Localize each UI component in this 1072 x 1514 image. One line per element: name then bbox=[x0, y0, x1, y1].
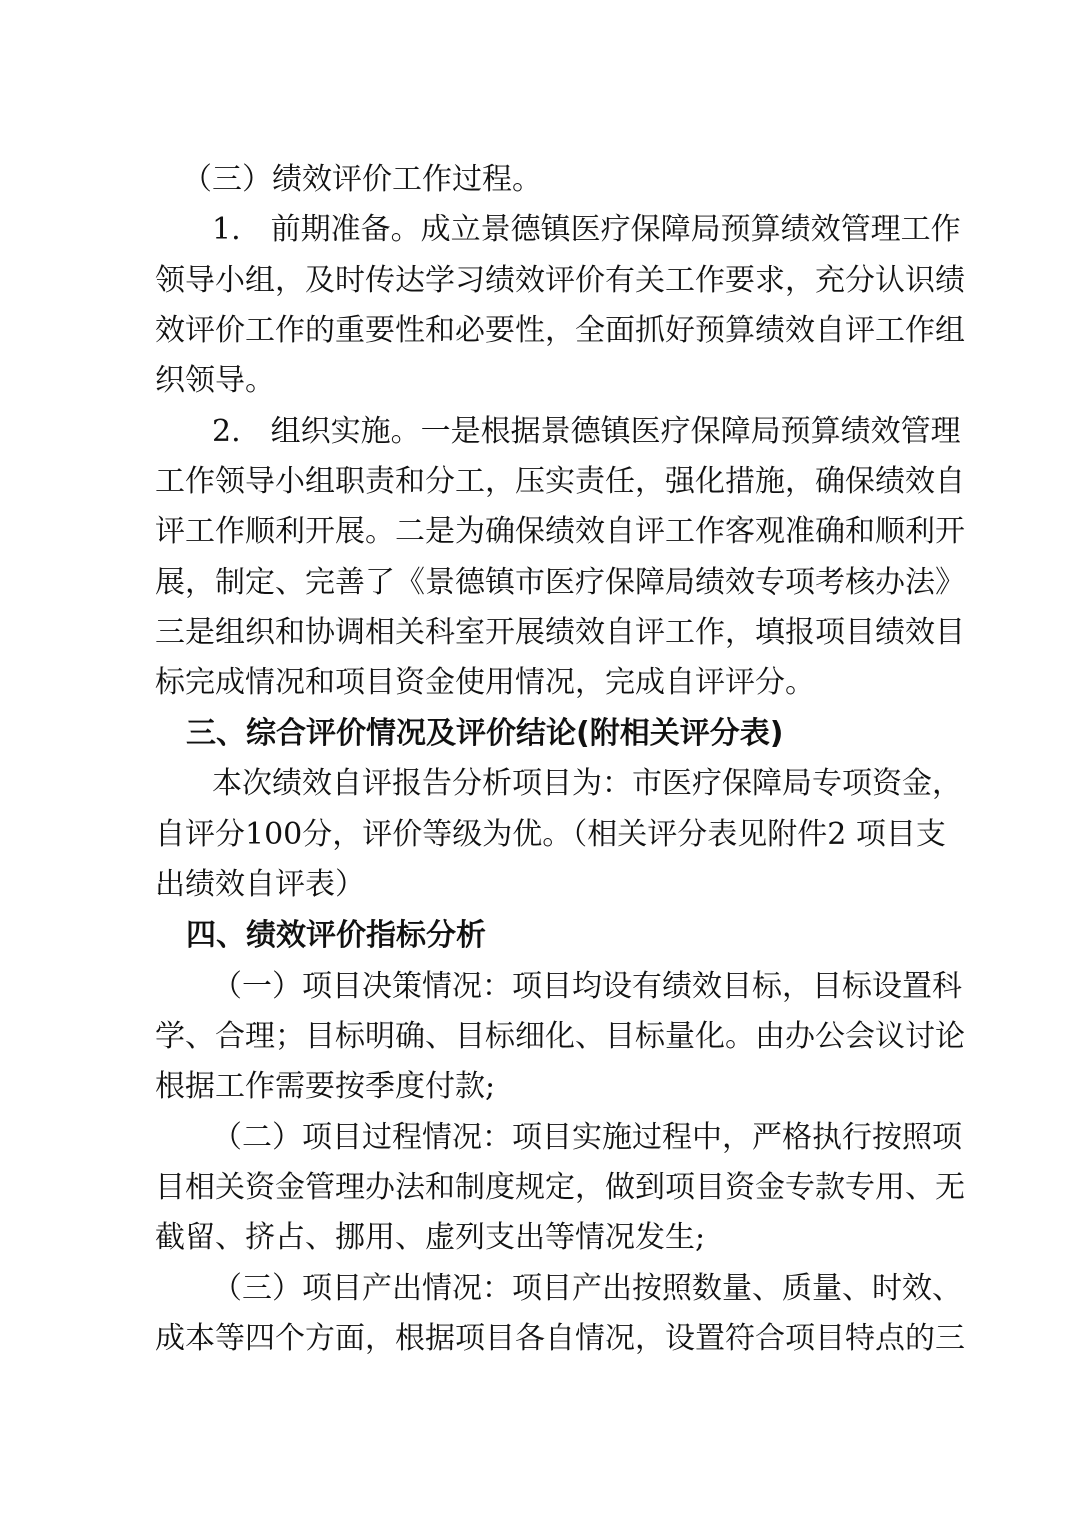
paragraph-line: 本次绩效自评报告分析项目为：市医疗保障局专项资金， bbox=[212, 766, 962, 801]
paragraph-line: 工作领导小组职责和分工，压实责任，强化措施，确保绩效自 bbox=[155, 464, 965, 499]
paragraph-line: 学、合理；目标明确、目标细化、目标量化。由办公会议讨论 bbox=[155, 1019, 965, 1054]
paragraph-line: 标完成情况和项目资金使用情况，完成自评评分。 bbox=[155, 665, 815, 700]
paragraph-line: 展，制定、完善了《景德镇市医疗保障局绩效专项考核办法》 bbox=[155, 565, 965, 600]
paragraph-line: 领导小组，及时传达学习绩效评价有关工作要求，充分认识绩 bbox=[155, 263, 965, 298]
paragraph-line: 效评价工作的重要性和必要性，全面抓好预算绩效自评工作组 bbox=[155, 313, 965, 348]
paragraph-line: 目相关资金管理办法和制度规定，做到项目资金专款专用、无 bbox=[155, 1170, 965, 1205]
paragraph-line: 自评分100分，评价等级为优。（相关评分表见附件2 项目支 bbox=[155, 817, 946, 852]
paragraph-line: （一）项目决策情况：项目均设有绩效目标，目标设置科 bbox=[212, 969, 962, 1004]
paragraph-line: （三）项目产出情况：项目产出按照数量、质量、时效、 bbox=[212, 1271, 962, 1306]
paragraph-line: 评工作顺利开展。二是为确保绩效自评工作客观准确和顺利开 bbox=[155, 514, 965, 549]
section-heading-evaluation-conclusion: 三、综合评价情况及评价结论(附相关评分表) bbox=[186, 716, 784, 751]
paragraph-line: 截留、挤占、挪用、虚列支出等情况发生; bbox=[155, 1220, 706, 1255]
paragraph-line: 三是组织和协调相关科室开展绩效自评工作，填报项目绩效目 bbox=[155, 615, 965, 650]
paragraph-line: 根据工作需要按季度付款; bbox=[155, 1069, 496, 1104]
section-heading-indicator-analysis: 四、绩效评价指标分析 bbox=[186, 918, 486, 953]
paragraph-line: 织领导。 bbox=[155, 363, 275, 398]
paragraph-line: 1. 前期准备。成立景德镇医疗保障局预算绩效管理工作 bbox=[212, 212, 961, 247]
paragraph-line: 出绩效自评表） bbox=[155, 867, 365, 902]
paragraph-line: 成本等四个方面，根据项目各自情况，设置符合项目特点的三 bbox=[155, 1321, 965, 1356]
paragraph-line: （二）项目过程情况：项目实施过程中，严格执行按照项 bbox=[212, 1120, 962, 1155]
paragraph-line: 2. 组织实施。一是根据景德镇医疗保障局预算绩效管理 bbox=[212, 414, 961, 449]
subsection-heading-process: （三）绩效评价工作过程。 bbox=[182, 162, 542, 197]
